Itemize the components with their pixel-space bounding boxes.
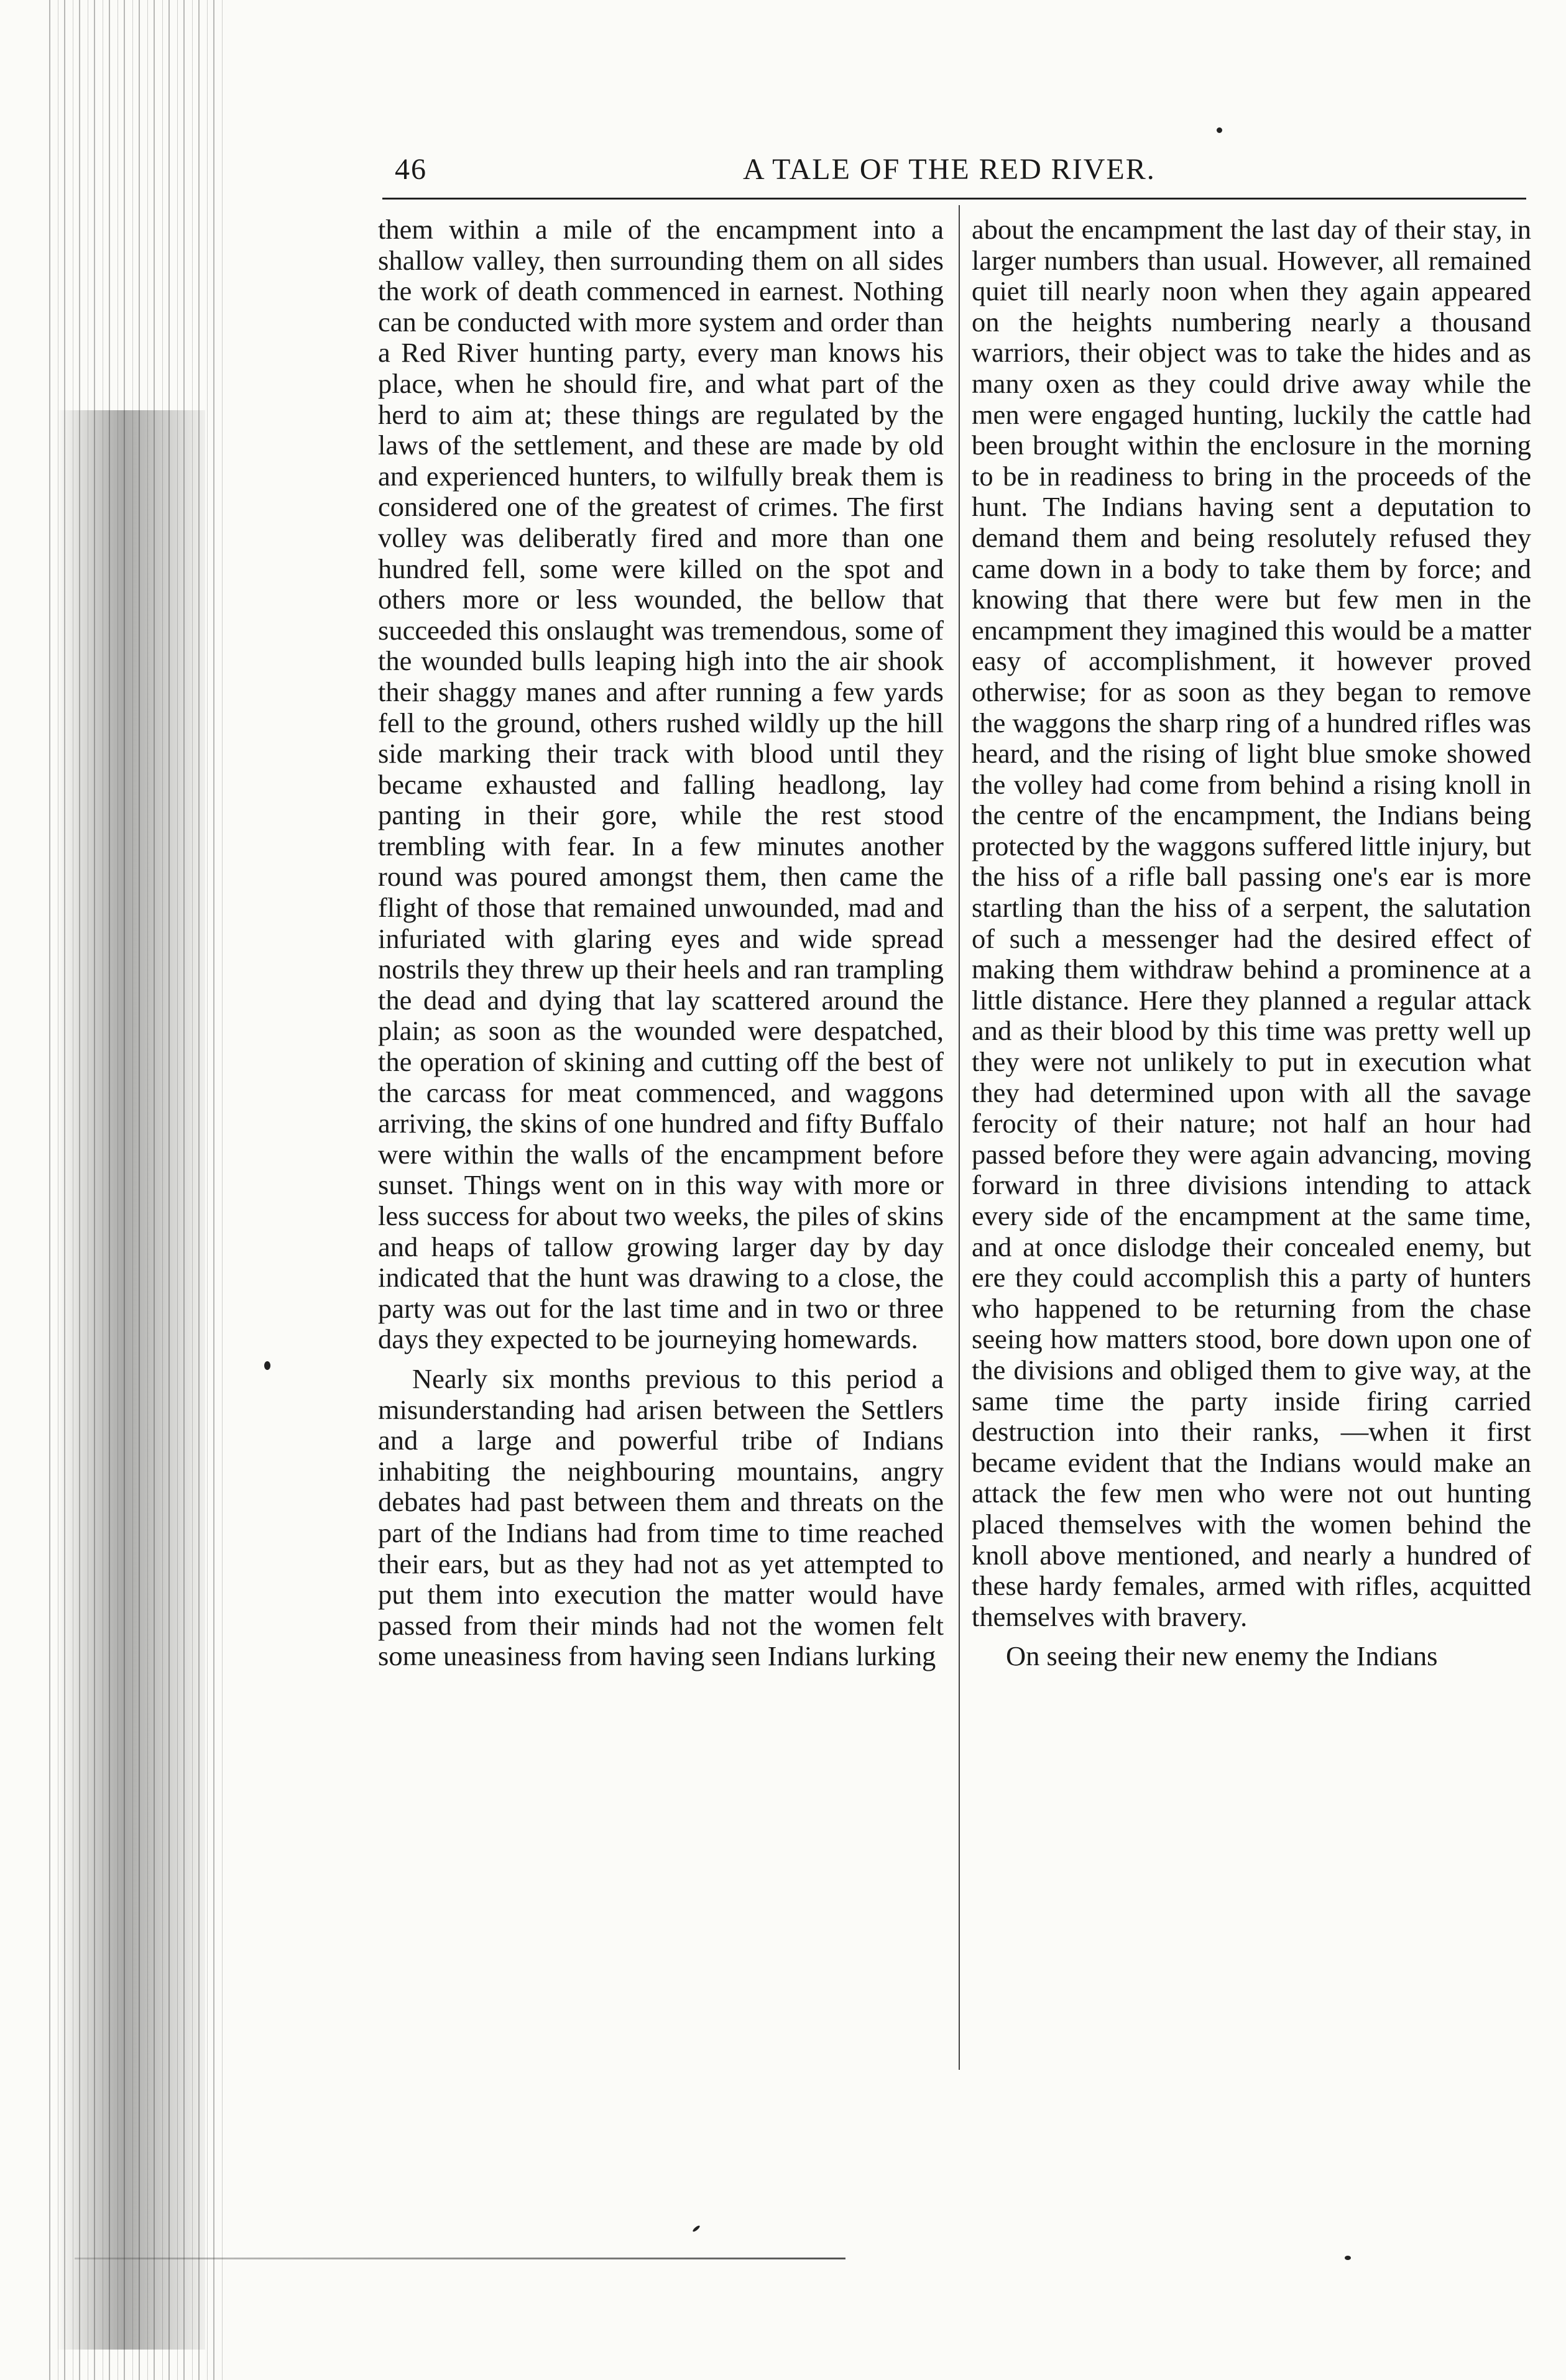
ink-speck — [264, 1361, 270, 1370]
left-paragraph-2: Nearly six months previous to this period a misunderstanding had arisen between the Settlers and a large and powerful tribe of Indians inhabiting the neighbouring mountains, angry debates had past between them and threats on the part of the Indians had from time to time reached their ears, but as they had not as yet attempted to put them into execution the matter would have passed from their minds had not the women felt some uneasiness from having seen Indians lurking — [378, 1362, 944, 1672]
right-column — [972, 214, 1531, 1672]
left-column — [378, 214, 944, 1672]
page-header — [395, 152, 1523, 196]
right-paragraph-2: On seeing their new enemy the Indians — [1006, 1640, 1438, 1672]
page-number: 46 — [395, 153, 427, 186]
ink-speck — [692, 2225, 701, 2233]
ink-speck — [1345, 2256, 1351, 2260]
left-paragraph-1: them within a mile of the encampment into a shallow valley, then surrounding them on all sides the work of death commenced in earnest. Nothing can be conducted with more system and order than a Red River hunting party, every man knows his place, when he should fire, and what part of the herd to aim at; these things are regulated by the laws of the settlement, and these are made by old and experienced hunters, to wilfully break them is considered one of the greatest of crimes. The first volley was deliberatly fired and more than one hundred fell, some were killed on the spot and others more or less wounded, the bellow that succeeded this onslaught was tremendous, some of the wounded bulls leaping high into the air shook their shaggy manes and after running a few yards fell to the ground, others rushed wildly up the hill side marking their track with blood until they became exhausted and falling headlong, lay panting in their gore, while the rest stood trembling with fear. In a few minutes another round was poured amongst them, then came the flight of those that remained unwounded, mad and infuriated with glaring eyes and wide spread nostrils they threw up their heels and ran trampling the dead and dying that lay scattered around the plain; as soon as the wounded were despatched, the operation of skining and cutting off the best of the carcass for meat commenced, and waggons arriving, the skins of one hundred and fifty Buffalo were within the walls of the encampment before sunset. Things went on in this way with more or less success for about two weeks, the piles of skins and heaps of tallow growing larger day by day indicated that the hunt was drawing to a close, the party was out for the last time and in two or three days they expected to be journeying homewards. — [378, 214, 944, 1355]
page-gutter-shadow — [56, 410, 205, 2350]
running-title: A TALE OF THE RED RIVER. — [743, 153, 1156, 186]
header-rule — [382, 198, 1526, 200]
right-paragraph-1: about the encampment the last day of their stay, in larger numbers than usual. However, all remained quiet till nearly noon when they again appeared on the heights numbering nearly a thousand warriors, their object was to take the hides and as many oxen as they could drive away while the men were engaged hunting, luckily the cattle had been brought within the enclosure in the morning to be in readiness to bring in the proceeds of the hunt. The Indians having sent a deputation to demand them and being resolutely refused they came down in a body to take them by force; and knowing that there were but few men in the encampment they imagined this would be a matter easy of accomplishment, it however proved otherwise; for as soon as they began to remove the waggons the sharp ring of a hundred rifles was heard, and the rising of light blue smoke showed the volley had come from behind a rising knoll in the centre of the encampment, the Indians being protected by the waggons suffered little injury, but the hiss of a rifle ball passing one's ear is more startling than the hiss of a serpent, the salutation of such a messenger had the desired effect of making them withdraw behind a prominence at a little distance. Here they planned a regular attack and as their blood by this time was pretty well up they were not unlikely to put in execution what they had determined upon with all the savage ferocity of their nature; not half an hour had passed before they were again advancing, moving forward in three divisions intending to attack every side of the encampment at the same time, and at once dislodge their concealed enemy, but ere they could accomplish this a party of hunters who happened to be returning from the chase seeing how matters stood, bore down upon one of the divisions and obliged them to give way, at the same time the party inside firing carried destruction into their ranks, —when it first became evident that the Indians would make an attack the few men who were not out hunting placed themselves with the women behind the knoll above mentioned, and nearly a hundred of these hardy females, armed with rifles, acquitted themselves with bravery. — [972, 214, 1531, 1632]
footer-rule — [75, 2258, 845, 2259]
column-divider — [959, 205, 960, 2070]
ink-speck — [1217, 127, 1222, 133]
